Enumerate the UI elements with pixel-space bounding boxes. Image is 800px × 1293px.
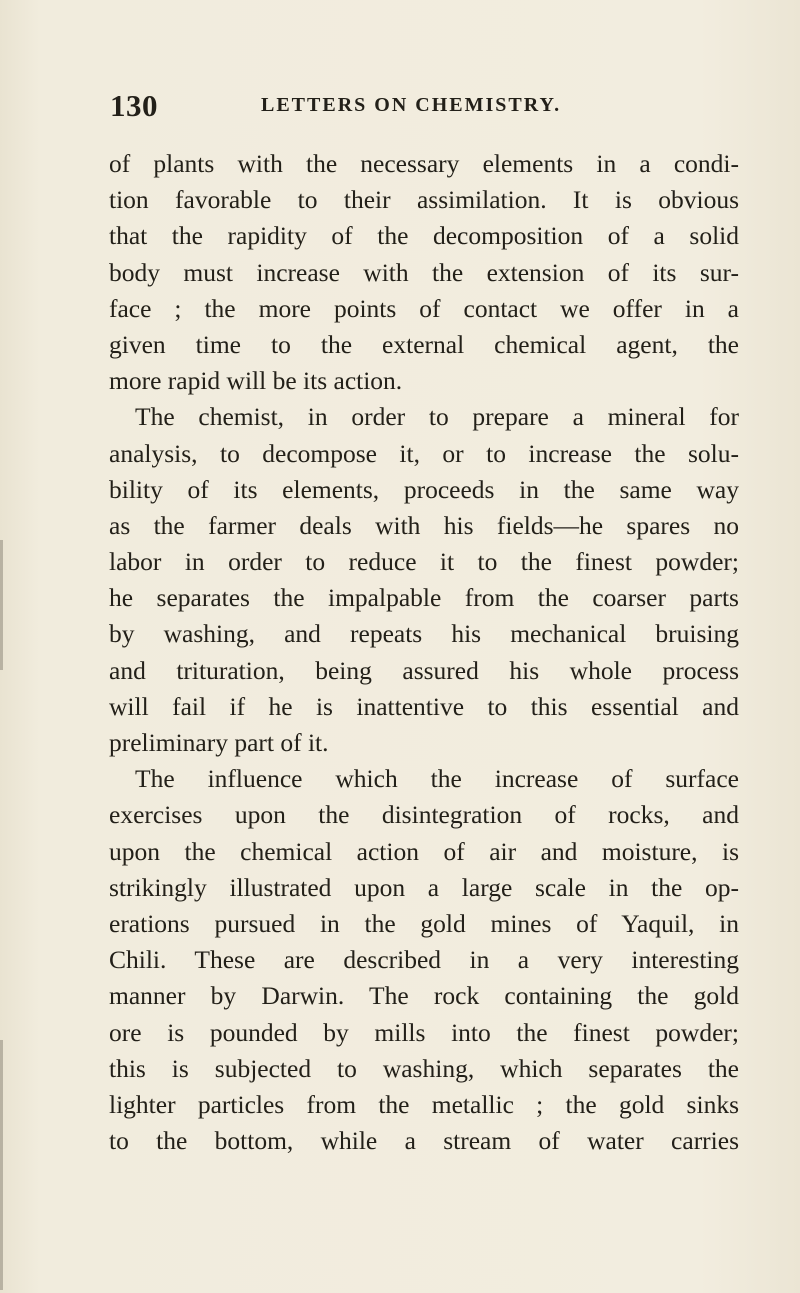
page-edge-shadow xyxy=(0,1040,3,1290)
text-line: body must increase with the extension of its sur- xyxy=(109,257,739,287)
page-edge-shadow xyxy=(0,540,3,670)
text-line: of plants with the necessary elements in a condi- xyxy=(109,149,739,178)
page-header xyxy=(110,88,710,128)
text-line: given time to the external chemical agent, the xyxy=(109,329,739,359)
text-line: by washing, and repeats his mechanical bruising xyxy=(109,619,739,649)
text-line: bility of its elements, proceeds in the same way xyxy=(109,474,739,504)
text-line: will fail if he is inattentive to this essential and xyxy=(109,691,739,721)
text-line: manner by Darwin. The rock containing the gold xyxy=(109,981,739,1011)
text-line: he separates the impalpable from the coarser parts xyxy=(109,583,739,613)
running-head: LETTERS ON CHEMISTRY. xyxy=(261,94,562,116)
text-line: more rapid will be its action. xyxy=(109,366,403,396)
text-line: ore is pounded by mills into the finest powder; xyxy=(109,1017,739,1047)
text-line: erations pursued in the gold mines of Yaquil, in xyxy=(109,908,739,938)
text-line: Chili. These are described in a very interesting xyxy=(109,945,739,975)
text-line: preliminary part of it. xyxy=(109,728,329,757)
text-line: tion favorable to their assimilation. It is obvious xyxy=(109,185,739,215)
text-line: this is subjected to washing, which separates the xyxy=(109,1053,739,1083)
text-line: The influence which the increase of surface xyxy=(135,764,739,794)
text-line: strikingly illustrated upon a large scale in the op- xyxy=(109,872,739,902)
text-line: analysis, to decompose it, or to increase the solu- xyxy=(109,438,739,468)
text-line: that the rapidity of the decomposition of a solid xyxy=(109,221,739,251)
text-line: and trituration, being assured his whole process xyxy=(109,655,739,685)
page-number: 130 xyxy=(110,88,158,123)
text-line: labor in order to reduce it to the finest powder; xyxy=(109,547,739,577)
text-line: upon the chemical action of air and moisture, is xyxy=(109,836,739,866)
text-line: The chemist, in order to prepare a mineral for xyxy=(135,402,739,432)
text-line: exercises upon the disintegration of rocks, and xyxy=(109,800,739,830)
body-text xyxy=(109,146,739,1159)
text-line: lighter particles from the metallic ; the gold sinks xyxy=(109,1089,739,1119)
text-line: as the farmer deals with his fields—he spares no xyxy=(109,510,739,540)
text-line: face ; the more points of contact we offer in a xyxy=(109,293,739,323)
text-line: to the bottom, while a stream of water carries xyxy=(109,1126,739,1156)
